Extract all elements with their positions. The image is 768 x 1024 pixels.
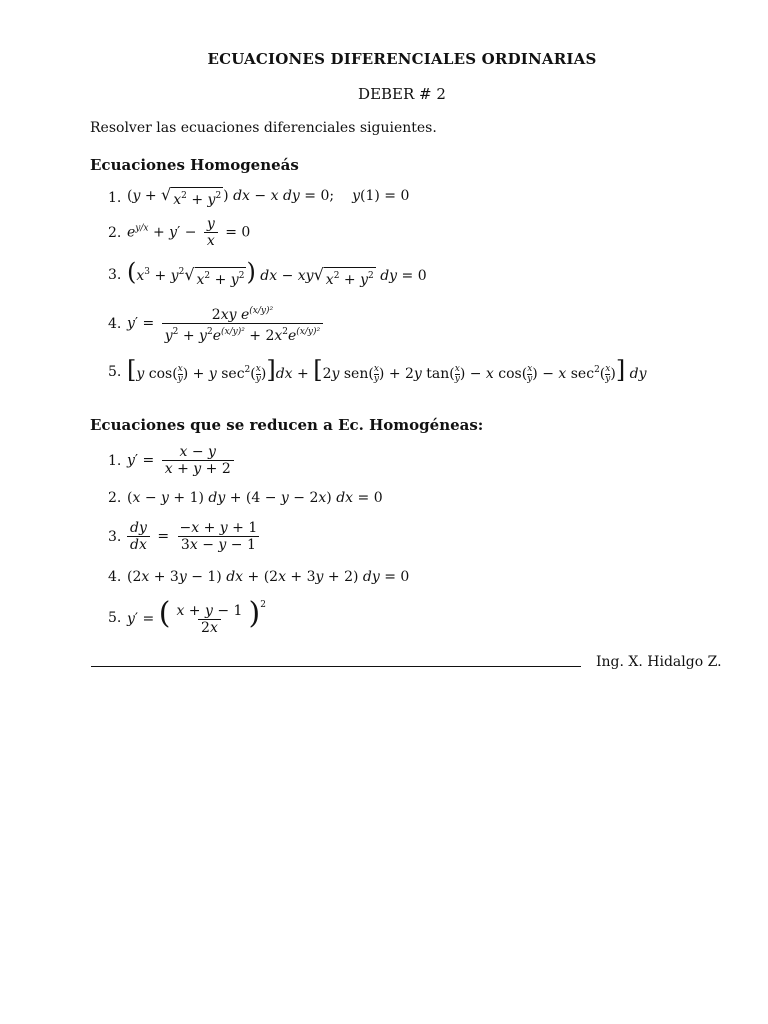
equation-expression: $e^{y/x} + y'$ − $\frac{y}{x}$ = 0 <box>127 216 251 249</box>
equation-expression: y′ = ( $\frac{x + y - 1}{2x}$ )$^2$ <box>127 596 266 636</box>
equation-expression: (x − y + 1) dy + (4 − y − 2x) dx = 0 <box>127 490 383 506</box>
equation-number: 2. <box>108 490 122 506</box>
equation-expression: (y + √ $x^2 + y^2$ ) dx − x dy = 0; y(1) = 0 <box>127 185 410 208</box>
equation-expression: [y cos( $\frac{x}{y}$ ) + y $\sec^2$( $\frac{x}{y}$ )]dx + [2y sen( $\frac{x}{y}$ ) + 2y tan( $\frac{x}{y}$ ) − x cos( $\frac{x}{y}$ ) − x $\sec^2$( $\frac{x}{y}$ )] dy <box>127 356 647 384</box>
equation-expression: ($x^3 + y^2$ √ $x^2 + y^2$ ) dx − xy √ $x^2 + y^2$ dy = 0 <box>127 258 427 288</box>
equation-expression: y′ = $\frac{2xy e^{(x/y)^2}}{y^2 + y^2e^{(x/y)^2} + 2x^2e^{(x/y)^2}}$ <box>127 303 326 344</box>
equation-item <box>108 303 326 344</box>
author-signature: Ing. X. Hidalgo Z. <box>596 654 722 670</box>
equation-item <box>108 569 409 585</box>
section-heading-reducibles: Ecuaciones que se reducen a Ec. Homogéneas: <box>90 416 484 434</box>
equation-number: 5. <box>108 609 122 626</box>
equation-number: 1. <box>108 189 122 206</box>
section-heading-homogeneas: Ecuaciones Homogeneás <box>90 156 299 174</box>
equation-number: 3. <box>108 528 122 545</box>
equation-expression: (2x + 3y − 1) dx + (2x + 3y + 2) dy = 0 <box>127 569 410 585</box>
equation-item <box>108 356 647 384</box>
document-subtitle: DEBER # 2 <box>358 85 446 103</box>
document-title: ECUACIONES DIFERENCIALES ORDINARIAS <box>207 50 597 68</box>
equation-number: 5. <box>108 363 122 380</box>
equation-expression: $\frac{dy}{dx}$ = $\frac{-x + y + 1}{3x - y - 1}$ <box>127 520 263 553</box>
equation-item <box>108 444 237 477</box>
equation-item <box>108 596 266 636</box>
equation-item <box>108 187 409 208</box>
equation-item <box>108 258 427 288</box>
equation-number: 2. <box>108 224 122 241</box>
equation-item <box>108 216 250 249</box>
equation-number: 4. <box>108 569 122 585</box>
equation-number: 1. <box>108 452 122 469</box>
equation-expression: y′ = $\frac{x - y}{x + y + 2}$ <box>127 444 237 477</box>
equation-number: 4. <box>108 315 122 332</box>
signature-line <box>91 666 581 667</box>
equation-item <box>108 490 383 506</box>
equation-number: 3. <box>108 267 122 283</box>
instructions-text: Resolver las ecuaciones diferenciales siguientes. <box>90 120 437 136</box>
equation-item <box>108 520 263 553</box>
